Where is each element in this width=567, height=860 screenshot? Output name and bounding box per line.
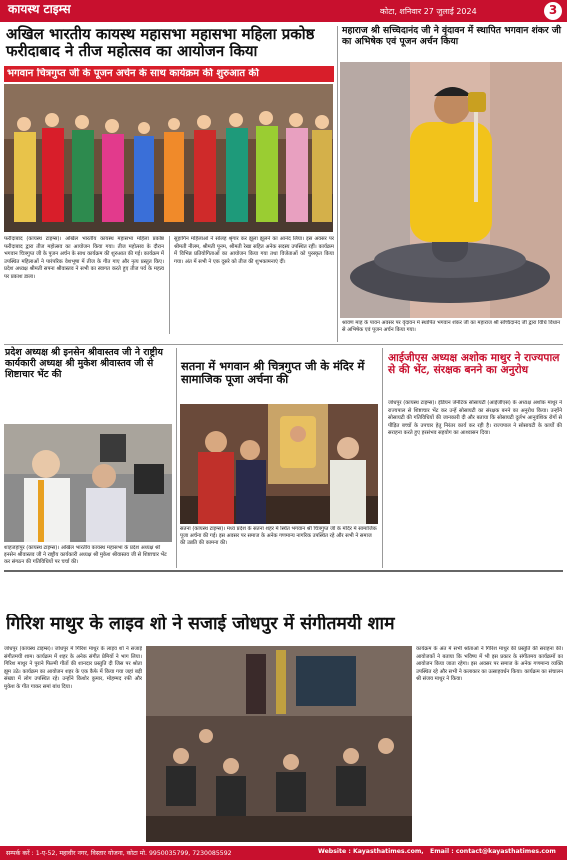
footer-website[interactable]: Website : Kayasthatimes.com, bbox=[318, 848, 424, 855]
faridabad-col-rule bbox=[169, 236, 170, 334]
satna-headline: सतना में भगवान श्री चित्रगुप्त जी के मंदिर में सामाजिक पूजा अर्चना की bbox=[181, 359, 365, 387]
mid-rule-3 bbox=[382, 348, 383, 568]
faridabad-body-left: फरीदाबाद (कायस्थ टाइम्स)। अखिल भारतीय कायस्थ महासभा महिला प्रकोष्ठ फरीदाबाद द्वारा तीज महोत्सव का आयोजन किया गया। तीज महोत्सव के दौरान भगवान चित्रगुप्त जी के पूजन अर्चन के साथ कार्यक्रम की शुरुआत की गई। कार्यक्रम में उपस्थित महिलाओं ने पारंपरिक वेशभूषा में तीज के गीत गाए और नृत्य प्रस्तुत किए। प्रदेश अध्यक्ष श्रीमती सपना श्रीवास्तव ने सभी का स्वागत करते हुए तीज पर्व के महत्व पर प्रकाश डाला। bbox=[4, 236, 164, 280]
faridabad-headline: अखिल भारतीय कायस्थ महासभा महासभा महिला प्रकोष्ठ फरीदाबाद ने तीज महोत्सव का आयोजन किया bbox=[6, 25, 315, 61]
insaan-headline: प्रदेश अध्यक्ष श्री इनसेन श्रीवास्तव जी ने राष्ट्रीय कार्यकारी अध्यक्ष श्री मुकेश श्रीवास्तव जी से शिष्टाचार भेंट की bbox=[5, 347, 163, 380]
faridabad-subhead: भगवान चित्रगुप्त जी के पूजन अर्चन के साथ कार्यक्रम की शुरुआत की bbox=[7, 68, 259, 79]
girish-headline: गिरिश माथुर के लाइव शो ने सजाई जोधपुर में संगीतमयी शाम bbox=[6, 614, 395, 634]
shivling-abhishek-illustration bbox=[340, 62, 562, 318]
footer-email[interactable]: Email : contact@kayasthatimes.com bbox=[430, 848, 556, 855]
insaan-photo bbox=[4, 424, 172, 542]
vrindavan-photo bbox=[340, 62, 562, 318]
mid-rule-2 bbox=[176, 348, 177, 568]
girish-body-right: कार्यक्रम के अंत में सभी श्रोताओं ने गिरिश माथुर की प्रस्तुति की सराहना की। आयोजकों ने बताया कि भविष्य में भी इस प्रकार के संगीतमय कार्यक्रमों का आयोजन किया जाता रहेगा। इस अवसर पर समाज के अनेक गणमान्य व्यक्ति उपस्थित रहे और सभी ने कलाकार का उत्साहवर्धन किया। कार्यक्रम का संचालन श्री संजय माथुर ने किया। bbox=[416, 646, 563, 683]
top-column-rule bbox=[337, 26, 338, 342]
live-show-illustration bbox=[146, 646, 412, 842]
meeting-photo-illustration bbox=[4, 424, 172, 542]
satna-caption: सतना (कायस्थ टाइम्स)। मध्य प्रदेश के सतना शहर में स्थित भगवान श्री चित्रगुप्त जी के मंदिर में सामाजिक पूजा अर्चना की गई। इस अवसर पर समाज के अनेक गणमान्य नागरिक उपस्थित रहे और सभी ने समाज की उन्नति की कामना की। bbox=[180, 526, 377, 546]
paper-name: कायस्थ टाइम्स bbox=[8, 2, 71, 16]
vrindavan-caption: श्रावण माह के पावन अवसर पर वृंदावन में स्थापित भगवान शंकर जी का महाराज श्री सच्चिदानंद जी द्वारा विधि विधान से अभिषेक एवं पूजन अर्चन किया गया। bbox=[342, 320, 561, 333]
girish-photo bbox=[146, 646, 412, 842]
temple-puja-illustration bbox=[180, 404, 378, 524]
date-line: कोटा, शनिवार 27 जुलाई 2024 bbox=[380, 7, 477, 16]
mid-rule-4 bbox=[4, 570, 563, 572]
masthead-bar bbox=[0, 0, 567, 22]
vrindavan-headline: महाराज श्री सच्चिदानंद जी ने वृंदावन में स्थापित भगवान शंकर जी का अभिषेक एवं पूजन अर्चन किया bbox=[342, 25, 562, 47]
faridabad-body-right: सुहागिन महिलाओं ने सोलह श्रृंगार कर झूला झूलने का आनंद लिया। इस अवसर पर श्रीमती नीलम, श्रीमती पूनम, श्रीमती रेखा सहित अनेक सदस्य उपस्थित रहीं। कार्यक्रम में विभिन्न प्रतियोगिताओं का आयोजन किया गया तथा विजेताओं को पुरस्कृत किया गया। अंत में सभी ने एक दूसरे को तीज की शुभकामनाएं दीं। bbox=[174, 236, 334, 265]
ias-headline: आईजीएस अध्यक्ष अशोक माथुर ने राज्यपाल से की भेंट, संरक्षक बनने का अनुरोध bbox=[388, 352, 560, 377]
faridabad-photo bbox=[4, 84, 333, 232]
footer-contact: सम्पर्क करें : 1-ए-52, महावीर नगर, विस्तार योजना, कोटा मो. 9950035799, 7230085592 bbox=[6, 850, 232, 857]
mid-rule-1 bbox=[4, 344, 563, 345]
group-photo-illustration bbox=[4, 84, 333, 232]
insaan-caption: शाहजहांपुर (कायस्थ टाइम्स)। अखिल भारतीय कायस्थ महासभा के प्रदेश अध्यक्ष श्री इनसेन श्रीवास्तव जी ने राष्ट्रीय कार्यकारी अध्यक्ष श्री मुकेश श्रीवास्तव जी से शिष्टाचार भेंट कर संगठन की गतिविधियों पर चर्चा की। bbox=[4, 545, 167, 565]
girish-body-left: जोधपुर (कायस्थ टाइम्स)। जोधपुर में गिरिश माथुर के लाइव शो ने सजाई संगीतमयी शाम। कार्यक्रम में शहर के अनेक संगीत प्रेमियों ने भाग लिया। गिरिश माथुर ने पुराने फिल्मी गीतों की शानदार प्रस्तुति दी जिस पर श्रोता झूम उठे। कार्यक्रम का आयोजन शहर के एक कैफे में किया गया जहां बड़ी संख्या में लोग उपस्थित रहे। उन्होंने किशोर कुमार, मोहम्मद रफी और मुकेश के गीत गाकर समां बांध दिया। bbox=[4, 646, 142, 690]
satna-photo bbox=[180, 404, 378, 524]
page-number: 3 bbox=[548, 3, 558, 17]
ias-body: जोधपुर (कायस्थ टाइम्स)। इंडियन जेनेटिक सोसायटी (आईजीएस) के अध्यक्ष अशोक माथुर ने राज्यपाल से शिष्टाचार भेंट कर उन्हें सोसायटी का संरक्षक बनने का अनुरोध किया। उन्होंने सोसायटी की गतिविधियों की जानकारी दी और बताया कि सोसायटी दुर्लभ आनुवंशिक रोगों से पीड़ित बच्चों के उपचार हेतु निरंतर कार्य कर रही है। राज्यपाल ने सोसायटी के कार्यों की सराहना करते हुए हरसंभव सहयोग का आश्वासन दिया। bbox=[388, 400, 562, 437]
